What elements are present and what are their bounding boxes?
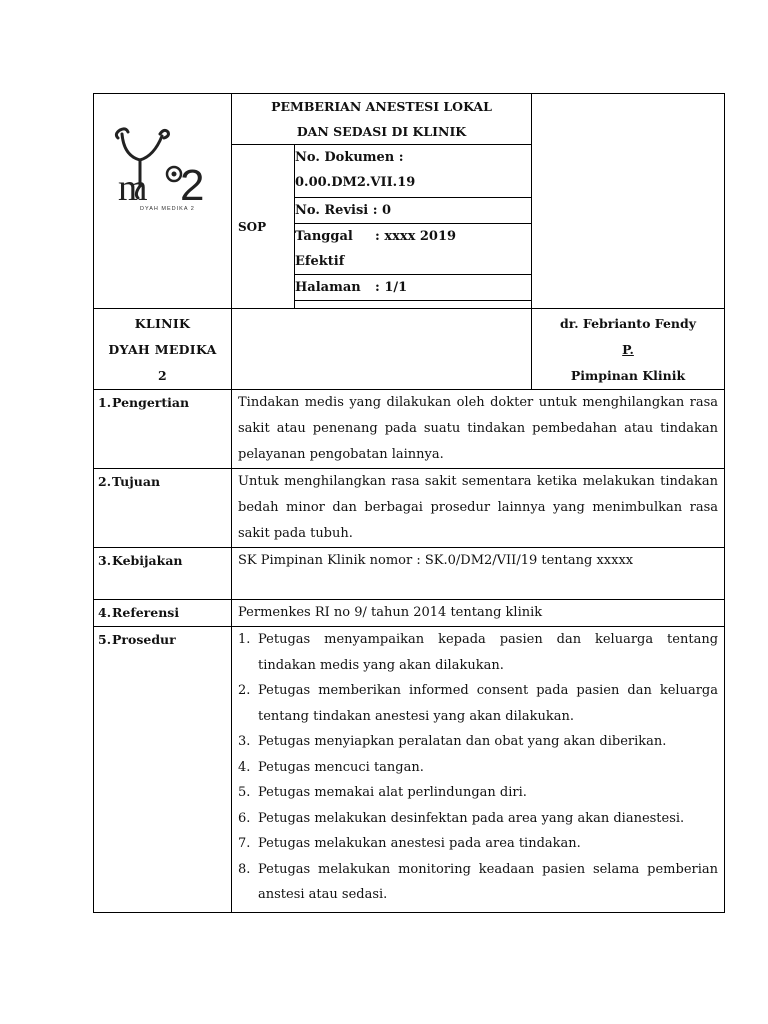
sop-table: [93, 93, 725, 913]
section-title: Tujuan: [112, 474, 161, 489]
step-number: 5.: [238, 785, 251, 800]
logo-cell: [94, 94, 232, 309]
step-number: 2.: [238, 683, 251, 698]
section-num: 3.: [98, 553, 112, 568]
efektif-label: Efektif: [295, 254, 345, 269]
section-num: 5.: [98, 632, 112, 647]
document-title: [232, 94, 532, 145]
procedure-step: [238, 831, 718, 857]
section-label-tujuan: [94, 469, 232, 548]
sop-label: SOP: [232, 145, 295, 309]
step-number: 1.: [238, 632, 251, 647]
procedure-step: [238, 780, 718, 806]
step-text: Petugas melakukan anestesi pada area tindakan.: [258, 836, 581, 851]
section-title: Kebijakan: [112, 553, 183, 568]
effective-date: [295, 224, 532, 275]
section-num: 1.: [98, 395, 112, 410]
section-label-pengertian: [94, 390, 232, 469]
procedure-step: [238, 627, 718, 678]
step-text: Petugas memakai alat perlindungan diri.: [258, 785, 527, 800]
clinic-name: [94, 309, 232, 390]
procedure-step: [238, 806, 718, 832]
signatory-title: Pimpinan Klinik: [570, 368, 686, 383]
step-text: Petugas memberikan informed consent pada pasien dan keluarga tentang tindakan anestesi yang akan dilakukan.: [258, 683, 719, 724]
header-right-blank: [532, 94, 725, 309]
step-number: 7.: [238, 836, 251, 851]
procedure-steps: [238, 627, 718, 912]
section-body-referensi: Permenkes RI no 9/ tahun 2014 tentang klinik: [232, 600, 725, 627]
logo-2-text: 2: [180, 161, 205, 210]
section-body-prosedur: [232, 627, 725, 913]
clinic-logo: [94, 94, 232, 308]
section-label-kebijakan: [94, 548, 232, 600]
title-line-1: PEMBERIAN ANESTESI LOKAL: [271, 99, 492, 114]
tanggal-label: Tanggal: [295, 229, 353, 244]
logo-subtext: DYAH MEDIKA 2: [140, 206, 195, 212]
step-text: Petugas menyiapkan peralatan dan obat yang akan diberikan.: [258, 734, 667, 749]
clinic-name-line-3: 2: [158, 368, 167, 383]
title-line-2: DAN SEDASI DI KLINIK: [296, 124, 467, 139]
doc-number-label: No. Dokumen :: [295, 150, 404, 165]
section-label-prosedur: [94, 627, 232, 913]
step-number: 4.: [238, 759, 251, 775]
doc-number: [295, 145, 532, 198]
step-number: 3.: [238, 734, 251, 749]
section-num: 4.: [98, 605, 112, 620]
procedure-step: [238, 729, 718, 755]
halaman-label: Halaman: [295, 280, 361, 295]
sop-document: [93, 93, 724, 913]
signatory-name-cont: P.: [622, 342, 634, 357]
tanggal-value: : xxxx 2019: [375, 229, 457, 244]
org-middle-blank: [232, 309, 532, 390]
step-number: 8.: [238, 861, 251, 877]
step-text: Petugas melakukan monitoring keadaan pasien selama pemberian anstesi atau sedasi.: [258, 861, 719, 902]
signatory-name: dr. Febrianto Fendy: [560, 316, 697, 331]
section-label-referensi: [94, 600, 232, 627]
section-title: Pengertian: [112, 395, 190, 410]
page-count: [295, 275, 532, 301]
section-num: 2.: [98, 474, 112, 489]
signatory: [532, 309, 725, 390]
procedure-step: [238, 755, 718, 781]
section-body-kebijakan: SK Pimpinan Klinik nomor : SK.0/DM2/VII/19 tentang xxxxx: [232, 548, 725, 600]
section-title: Prosedur: [112, 632, 176, 647]
step-text: Petugas melakukan desinfektan pada area yang akan dianestesi.: [258, 810, 685, 826]
procedure-step: [238, 678, 718, 729]
step-number: 6.: [238, 810, 251, 826]
doc-number-value: 0.00.DM2.VII.19: [295, 175, 416, 190]
clinic-name-line-2: DYAH MEDIKA: [108, 342, 217, 357]
section-body-tujuan: Untuk menghilangkan rasa sakit sementara ketika melakukan tindakan bedah minor dan berbagai prosedur lainnya yang menimbulkan rasa sakit pada tubuh.: [232, 469, 725, 548]
logo-m2-text: m: [118, 167, 148, 209]
section-title: Referensi: [112, 605, 180, 620]
step-text: Petugas menyampaikan kepada pasien dan keluarga tentang tindakan medis yang akan dilakukan.: [258, 632, 719, 673]
revision: No. Revisi : 0: [295, 198, 532, 224]
halaman-value: : 1/1: [375, 280, 408, 295]
section-body-pengertian: Tindakan medis yang dilakukan oleh dokter untuk menghilangkan rasa sakit atau penenang pada suatu tindakan pembedahan atau tindakan pelayanan pengobatan lainnya.: [232, 390, 725, 469]
clinic-name-line-1: KLINIK: [134, 316, 191, 331]
step-text: Petugas mencuci tangan.: [258, 759, 424, 775]
procedure-step: [238, 857, 718, 908]
